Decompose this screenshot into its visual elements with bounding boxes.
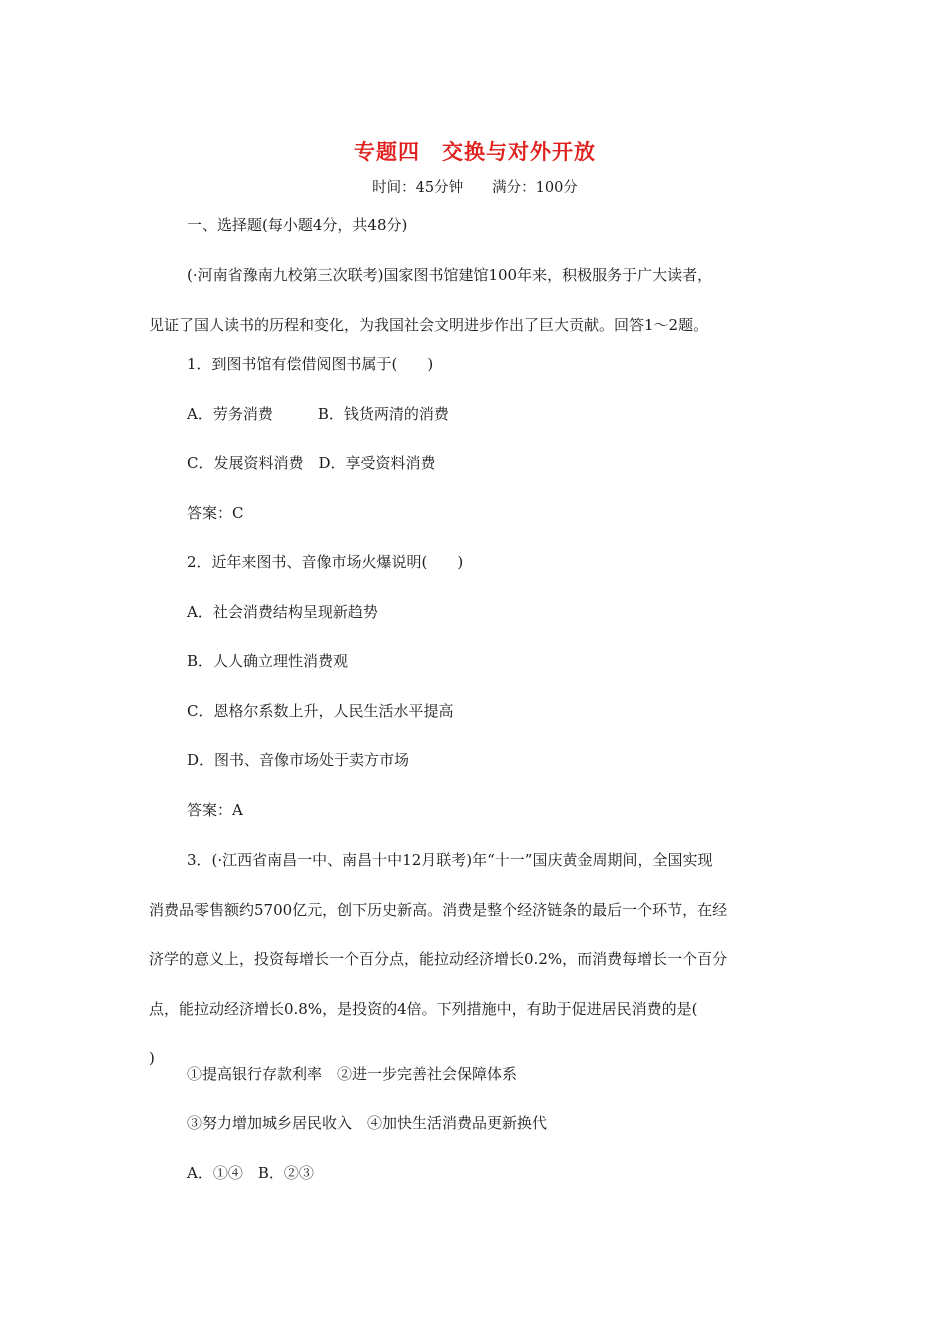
question-3-line: ) [149, 1049, 155, 1067]
question-3-items-34: ③努力增加城乡居民收入 ④加快生活消费品更新换代 [187, 1114, 548, 1132]
question-2-option-d: D．图书、音像市场处于卖方市场 [187, 751, 410, 769]
question-1-answer: 答案：C [187, 504, 244, 522]
question-3-options-ab: A．①④ B．②③ [187, 1164, 314, 1182]
passage-line: (·河南省豫南九校第三次联考)国家图书馆建馆100年来，积极服务于广大读者， [187, 266, 713, 284]
question-3-line: 点，能拉动经济增长0.8%，是投资的4倍。下列措施中，有助于促进居民消费的是( [149, 999, 698, 1018]
passage-1-2 [149, 265, 799, 335]
question-3-line: 济学的意义上，投资每增长一个百分点，能拉动经济增长0.2%，而消费每增长一个百分 [149, 950, 728, 968]
question-1-options-cd: C．发展资料消费 D．享受资料消费 [187, 454, 436, 472]
passage-line: 见证了国人读书的历程和变化，为我国社会文明进步作出了巨大贡献。回答1～2题。 [149, 315, 709, 334]
question-2-stem: 2．近年来图书、音像市场火爆说明( ) [187, 553, 464, 571]
page-title: 专题四 交换与对外开放 [354, 139, 596, 164]
question-2-option-a: A．社会消费结构呈现新趋势 [187, 603, 378, 621]
question-3-stem [149, 850, 799, 1068]
question-2-answer: 答案：A [187, 801, 243, 819]
question-2-option-c: C．恩格尔系数上升，人民生活水平提高 [187, 702, 454, 720]
exam-meta: 时间：45分钟 满分：100分 [372, 180, 578, 196]
question-2-option-b: B．人人确立理性消费观 [187, 652, 349, 670]
question-1-stem: 1．到图书馆有偿借阅图书属于( ) [187, 355, 434, 373]
question-3-line: 3．(·江西省南昌一中、南昌十中12月联考)年“十一”国庆黄金周期间，全国实现 [187, 851, 713, 869]
question-3-line: 消费品零售额约5700亿元，创下历史新高。消费是整个经济链条的最后一个环节，在经 [149, 900, 728, 919]
question-1-options-ab: A．劳务消费 B．钱货两清的消费 [187, 405, 449, 423]
section-heading: 一、选择题(每小题4分，共48分) [187, 216, 408, 234]
question-3-items-12: ①提高银行存款利率 ②进一步完善社会保障体系 [187, 1065, 518, 1083]
